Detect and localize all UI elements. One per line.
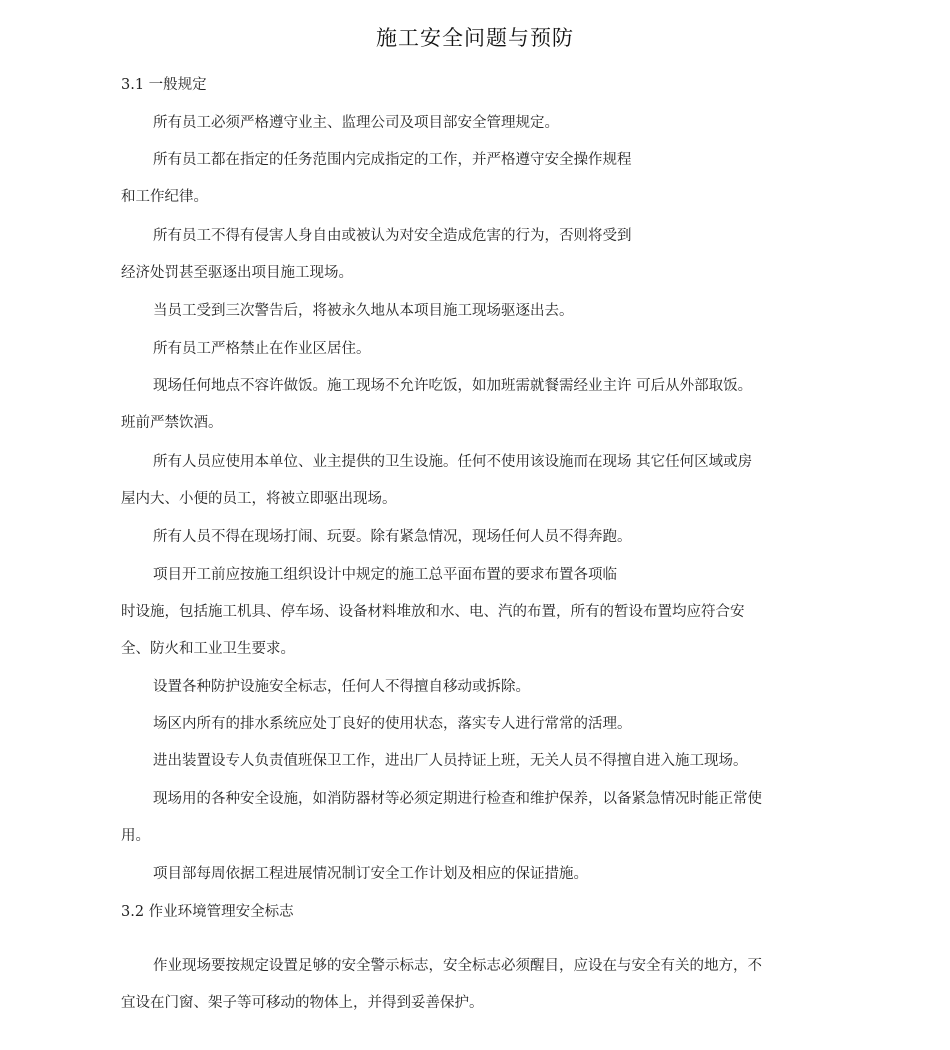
- paragraph-line: 宜设在门窗、架子等可移动的物体上，并得到妥善保护。: [121, 995, 484, 1011]
- paragraph-line: 项目部每周依据工程进展情况制订安全工作计划及相应的保证措施。: [153, 866, 588, 882]
- paragraph-line: 所有员工不得有侵害人身自由或被认为对安全造成危害的行为，否则将受到: [153, 228, 632, 244]
- paragraph-line: 所有员工都在指定的任务范围内完成指定的工作，并严格遵守安全操作规程: [153, 152, 632, 168]
- paragraph-line: 进出装置设专人负责值班保卫工作，进出厂人员持证上班，无关人员不得擅自进入施工现场。: [153, 753, 748, 769]
- paragraph-line: 屋内大、小便的员工，将被立即驱出现场。: [121, 491, 397, 507]
- paragraph-line: 设置各种防护设施安全标志，任何人不得擅自移动或拆除。: [153, 679, 530, 695]
- paragraph-line: 班前严禁饮酒。: [121, 415, 223, 431]
- paragraph-line: 所有人员应使用本单位、业主提供的卫生设施。任何不使用该设施而在现场 其它任何区域或房: [153, 454, 753, 470]
- paragraph-line: 作业现场要按规定设置足够的安全警示标志，安全标志必须醒目，应设在与安全有关的地方，不: [153, 958, 762, 974]
- paragraph-line: 项目开工前应按施工组织设计中规定的施工总平面布置的要求布置各项临: [153, 567, 617, 583]
- paragraph-line: 当员工受到三次警告后，将被永久地从本项目施工现场驱逐出去。: [153, 303, 574, 319]
- paragraph-line: 现场用的各种安全设施，如消防器材等必须定期进行检查和维护保养，以备紧急情况时能正常使: [153, 791, 762, 807]
- document-title: 施工安全问题与预防: [376, 26, 574, 50]
- paragraph-line: 所有人员不得在现场打闹、玩耍。除有紧急情况，现场任何人员不得奔跑。: [153, 529, 632, 545]
- paragraph-line: 场区内所有的排水系统应处丁良好的使用状态，落实专人进行常常的活理。: [153, 716, 632, 732]
- paragraph-line: 现场任何地点不容许做饭。施工现场不允许吃饭，如加班需就餐需经业主许 可后从外部取饭。: [153, 378, 753, 394]
- paragraph-line: 和工作纪律。: [121, 189, 208, 205]
- section-heading-general-rules: 3.1 一般规定: [121, 77, 207, 93]
- paragraph-line: 所有员工严格禁止在作业区居住。: [153, 341, 371, 357]
- paragraph-line: 用。: [121, 828, 150, 844]
- paragraph-line: 所有员工必须严格遵守业主、监理公司及项目部安全管理规定。: [153, 115, 559, 131]
- section-heading-safety-signs: 3.2 作业环境管理安全标志: [121, 904, 294, 920]
- paragraph-line: 经济处罚甚至驱逐出项目施工现场。: [121, 265, 353, 281]
- paragraph-line: 时设施，包括施工机具、停车场、设备材料堆放和水、电、汽的布置，所有的暂设布置均应符合安: [121, 604, 745, 620]
- paragraph-line: 全、防火和工业卫生要求。: [121, 641, 295, 657]
